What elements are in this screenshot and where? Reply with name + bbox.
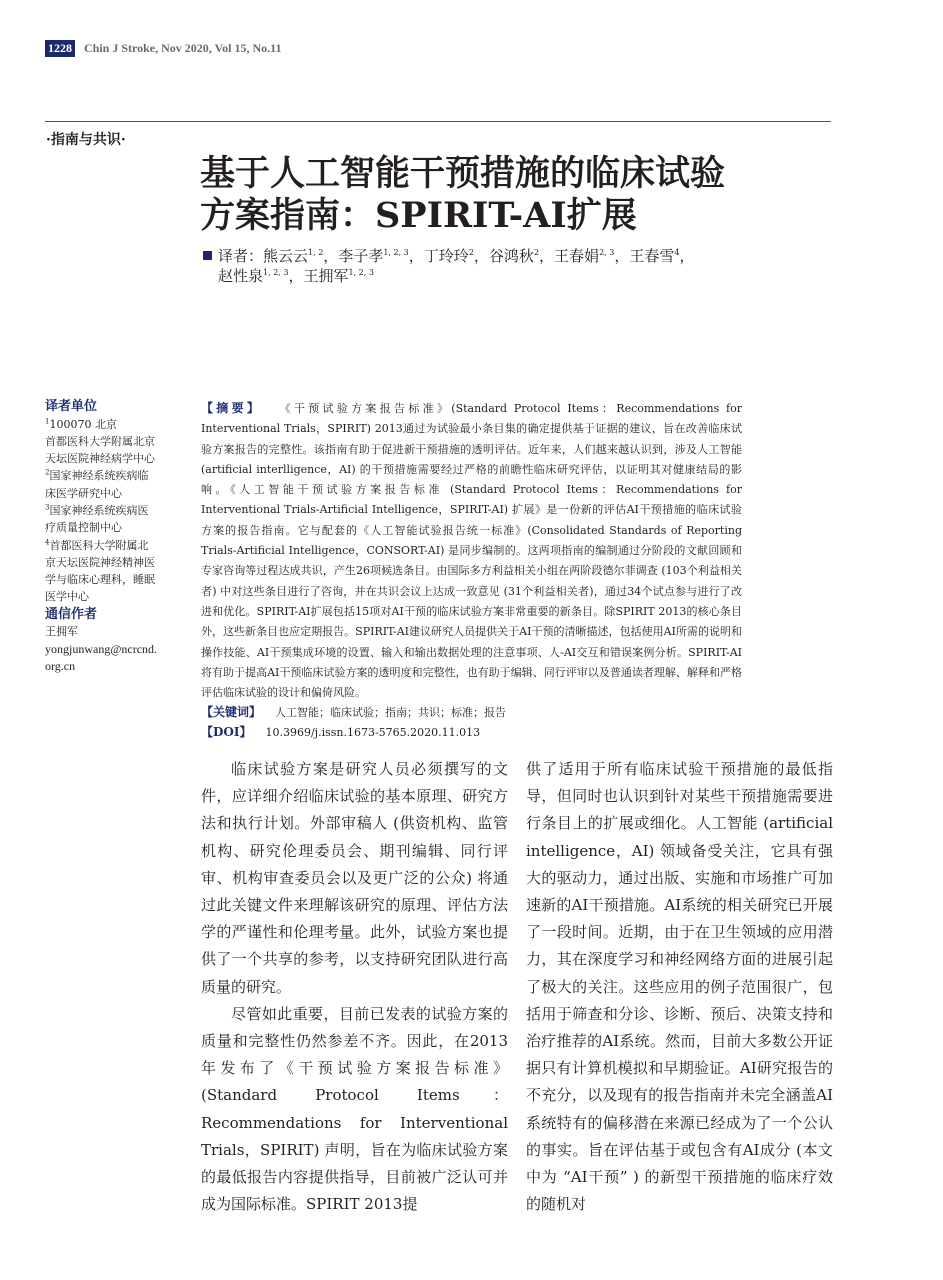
body-paragraph: 临床试验方案是研究人员必须撰写的文件，应详细介绍临床试验的基本原理、研究方法和执行计划。外部审稿人 (供资机构、监管机构、研究伦理委员会、期刊编辑、同行评审、机构审查委员会以及更广泛的公众) 将通过此关键文件来理解该研究的原理、评估方法学的严谨性和伦理考量。此外，试验方案也提供了一个共享的参考，以支持研究团队进行高质量的研究。 [201,760,508,996]
translator-affiliation: 1, 2, 3 [348,268,374,277]
affiliation-text: 国家神经系统疾病医 [49,503,149,517]
doi-label: 【DOI】 [201,725,252,739]
column-label: ·指南与共识· [46,132,126,148]
square-bullet-icon [203,251,212,260]
translator-affiliation: 4 [674,248,680,257]
email-link[interactable]: org.cn [45,658,76,673]
abstract [201,398,742,703]
affiliation-marker: 2 [45,468,50,477]
affiliation-line [45,502,175,519]
translator-affiliation: 2 [468,248,474,257]
translator-separator: ， [288,267,304,285]
title-line-1: 基于人工智能干预措施的临床试验 [200,153,726,194]
email-link[interactable]: yongjunwang@ncrcnd. [45,641,158,656]
translator-name: 王春娟 [554,247,600,265]
affiliation-marker: 4 [45,537,50,546]
translator-affiliation: 2, 3 [599,248,615,257]
corresponding-name: 王拥军 [45,625,78,639]
doi [201,722,742,743]
abstract-label: 【摘要】 [201,401,263,415]
translator-name: 王拥军 [303,267,349,285]
keywords [201,702,742,723]
body-column-right [526,756,833,1218]
affiliation-line: 首都医科大学附属北京 [45,434,155,448]
translator-name: 李子孝 [338,247,384,265]
affiliation-line: 京天坛医院神经精神医 [45,555,155,569]
translators-prefix: 译者： [218,247,264,265]
affiliation-marker: 1 [45,416,50,425]
affiliation-text: 首都医科大学附属北 [49,538,149,552]
page-number: 1228 [45,40,75,57]
translator-affiliation: 1, 2, 3 [383,248,409,257]
translator-affiliation: 1, 2, 3 [263,268,289,277]
translator-name: 丁玲玲 [423,247,469,265]
affiliations-heading: 译者单位 [45,399,98,414]
affiliation-line [45,537,175,554]
body-paragraph: 供了适用于所有临床试验干预措施的最低指导，但同时也认识到针对某些干预措施需要进行条目上的扩展或细化。人工智能 (artificial intelligence，AI) 领域备受关注，它具有强大的驱动力，通过出版、实施和市场推广可加速新的AI干预措施。AI系统的相关研究已开展了一段时间。近期，由于在卫生领域的应用潜力，其在深度学习和神经网络方面的进展引起了极大的关注。这些应用的例子范围很广，包括用于筛查和分诊、诊断、预后、决策支持和治疗推荐的AI系统。然而，目前大多数公开证据只有计算机模拟和早期验证。AI研究报告的不充分，以及现有的报告指南并未完全涵盖AI系统特有的偏移潜在来源已经成为了一个公认的事实。旨在评估基于或包含有AI成分 (本文中为 “AI干预” ) 的新型干预措施的临床疗效的随机对 [526,760,833,1214]
affiliation-line: 学与临床心理科，睡眠 [45,573,155,587]
journal-citation: Chin J Stroke, Nov 2020, Vol 15, No.11 [84,41,282,55]
translator-name: 谷鸿秋 [488,247,534,265]
translator-name: 赵性泉 [218,267,264,285]
affiliation-marker: 3 [45,503,50,512]
affiliation-line: 疗质量控制中心 [45,521,122,535]
affiliation-text: 100070 北京 [49,417,117,431]
translator-separator: ， [323,247,339,265]
translator-affiliation: 2 [533,248,540,257]
translator-affiliation: 1, 2 [308,248,324,257]
translator-separator: ， [473,247,489,265]
corresponding-heading: 通信作者 [45,606,98,622]
affiliation-line [45,467,175,484]
affiliation-line: 天坛医院神经病学中心 [45,452,155,466]
body-paragraph: 尽管如此重要，目前已发表的试验方案的质量和完整性仍然参差不齐。因此，在2013年发布了《干预试验方案报告标准》(Standard Protocol Items：Recommendations for Interventional Trials，SPIRIT) 声明，旨在为临床试验方案的最低报告内容提供指导，目前被广泛认可并成为国际标准。SPIRIT 2013提 [201,1004,508,1214]
translator-name: 王春雪 [629,247,675,265]
keywords-text: 人工智能；临床试验；指南；共识；标准；报告 [275,706,507,719]
affiliation-line: 医学中心 [45,590,89,604]
translator-list [203,246,763,286]
doi-link[interactable]: 10.3969/j.issn.1673-5765.2020.11.013 [265,726,481,739]
body-column-left [201,756,508,1218]
affiliation-line [45,416,175,433]
translator-separator: ， [679,247,695,265]
header-rule [45,121,831,122]
translator-name: 熊云云 [263,247,309,265]
affiliation-line: 床医学研究中心 [45,486,122,500]
affiliation-text: 国家神经系统疾病临 [49,469,149,483]
translator-separator: ， [539,247,555,265]
translator-separator: ， [408,247,424,265]
keywords-label: 【关键词】 [201,705,262,719]
translator-separator: ， [614,247,630,265]
abstract-text: 《干预试验方案报告标准》(Standard Protocol Items：Recommendations for Interventional Trials，SPIRIT) 2013通过为试验最小条目集的确定提供基于证据的建议，旨在改善临床试验方案报告的完整性。该指南有助于促进新干预措施的透明评估。近年来，人们越来越认识到，涉及人工智能(artificial interlligence，AI) 的干预措施需要经过严格的前瞻性临床研究评估，以证明其对健康结局的影响。《人工智能干预试验方案报告标准 (Standard Protocol Items：Recommendations for Interventional Trials-Artificial Intelligence，SPIRIT-AI) 扩展》是一份新的评估AI干预措施的临床试验方案的报告指南。它与配套的《人工智能试验报告统一标准》(Consolidated Standards of Reporting Trials-Artificial Intelligence，CONSORT-AI) 是同步编制的。这两项指南的编制通过分阶段的文献回顾和专家咨询等过程达成共识，产生26项候选条目。由国际多方利益相关小组在两阶段德尔菲调查 (103个利益相关者) 中对这些条目进行了咨询，并在共识会议上达成一致意见 (31个利益相关者)，通过34个试点参与进行了改进和优化。SPIRIT-AI扩展包括15项对AI干预的临床试验方案非常重要的新条目。除SPIRIT 2013的核心条目外，这些新条目也应定期报告。SPIRIT-AI建议研究人员提供关于AI干预的清晰描述，包括使用AI所需的说明和操作技能、AI干预集成环境的设置、输入和输出数据处理的注意事项、人-AI交互和错误案例分析。SPIRIT-AI将有助于提高AI干预临床试验方案的透明度和完整性，也有助于编辑、同行评审以及普通读者理解、解释和严格评估临床试验的设计和偏倚风险。 [201,402,742,700]
sidebar [45,398,175,675]
article-title [200,153,820,237]
title-line-2: 方案指南：SPIRIT-AI扩展 [200,195,637,236]
